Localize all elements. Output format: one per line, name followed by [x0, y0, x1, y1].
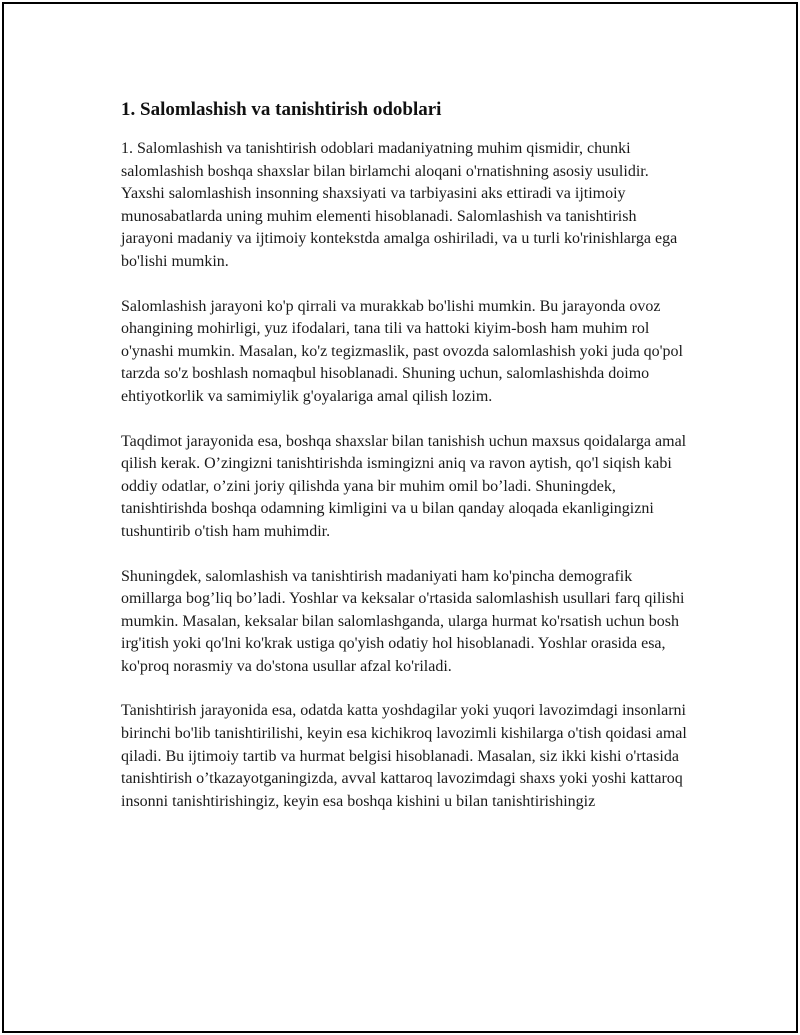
- paragraph: 1. Salomlashish va tanishtirish odoblari madaniyatning muhim qismidir, chunki salomlashish boshqa shaxslar bilan birlamchi aloqani o'rnatishning asosiy usulidir. Yaxshi salomlashish insonning shaxsiyati va tarbiyasini aks ettiradi va ijtimoiy munosabatlarda uning muhim elementi hisoblanadi. Salomlashish va tanishtirish jarayoni madaniy va ijtimoiy kontekstda amalga oshiriladi, va u turli ko'rinishlarga ega bo'lishi mumkin.: [121, 140, 678, 270]
- page-frame: [2, 2, 798, 1033]
- paragraph: Taqdimot jarayonida esa, boshqa shaxslar bilan tanishish uchun maxsus qoidalarga amal qilish kerak. O’zingizni tanishtirishda ismingizni aniq va ravon aytish, qo'l siqish kabi oddiy odatlar, o’zini joriy qilishda yana bir muhim omil bo’ladi. Shuningdek, tanishtirishda boshqa odamning kimligini va u bilan qanday aloqada ekanligingizni tushuntirib o'tish ham muhimdir.: [121, 432, 687, 540]
- paragraph: Shuningdek, salomlashish va tanishtirish madaniyati ham ko'pincha demografik omillarga bog’liq bo’ladi. Yoshlar va keksalar o'rtasida salomlashish usullari farq qilishi mumkin. Masalan, keksalar bilan salomlashganda, ularga hurmat ko'rsatish uchun bosh irg'itish yoki qo'lni ko'krak ustiga qo'yish odatiy hol hisoblanadi. Yoshlar orasida esa, ko'proq norasmiy va do'stona usullar afzal ko'riladi.: [121, 567, 685, 675]
- paragraph: Salomlashish jarayoni ko'p qirrali va murakkab bo'lishi mumkin. Bu jarayonda ovoz ohangining mohirligi, yuz ifodalari, tana tili va hattoki kiyim-bosh ham muhim rol o'ynashi mumkin. Masalan, ko'z tegizmaslik, past ovozda salomlashish yoki juda qo'pol tarzda so'z boshlash nomaqbul hisoblanadi. Shuning uchun, salomlashishda doimo ehtiyotkorlik va samimiylik g'oyalariga amal qilish lozim.: [121, 297, 683, 405]
- document-body: [121, 96, 691, 835]
- paragraph: Tanishtirish jarayonida esa, odatda katta yoshdagilar yoki yuqori lavozimdagi insonlarni birinchi bo'lib tanishtirilishi, keyin esa kichikroq lavozimli kishilarga o'tish qoidasi amal qiladi. Bu ijtimoiy tartib va hurmat belgisi hisoblanadi. Masalan, siz ikki kishi o'rtasida tanishtirish o’tkazayotganingizda, avval kattaroq lavozimdagi shaxs yoki yoshi kattaroq insonni tanishtirishingiz, keyin esa boshqa kishini u bilan tanishtirishingiz: [121, 702, 687, 810]
- document-title: 1. Salomlashish va tanishtirish odoblari: [121, 99, 442, 120]
